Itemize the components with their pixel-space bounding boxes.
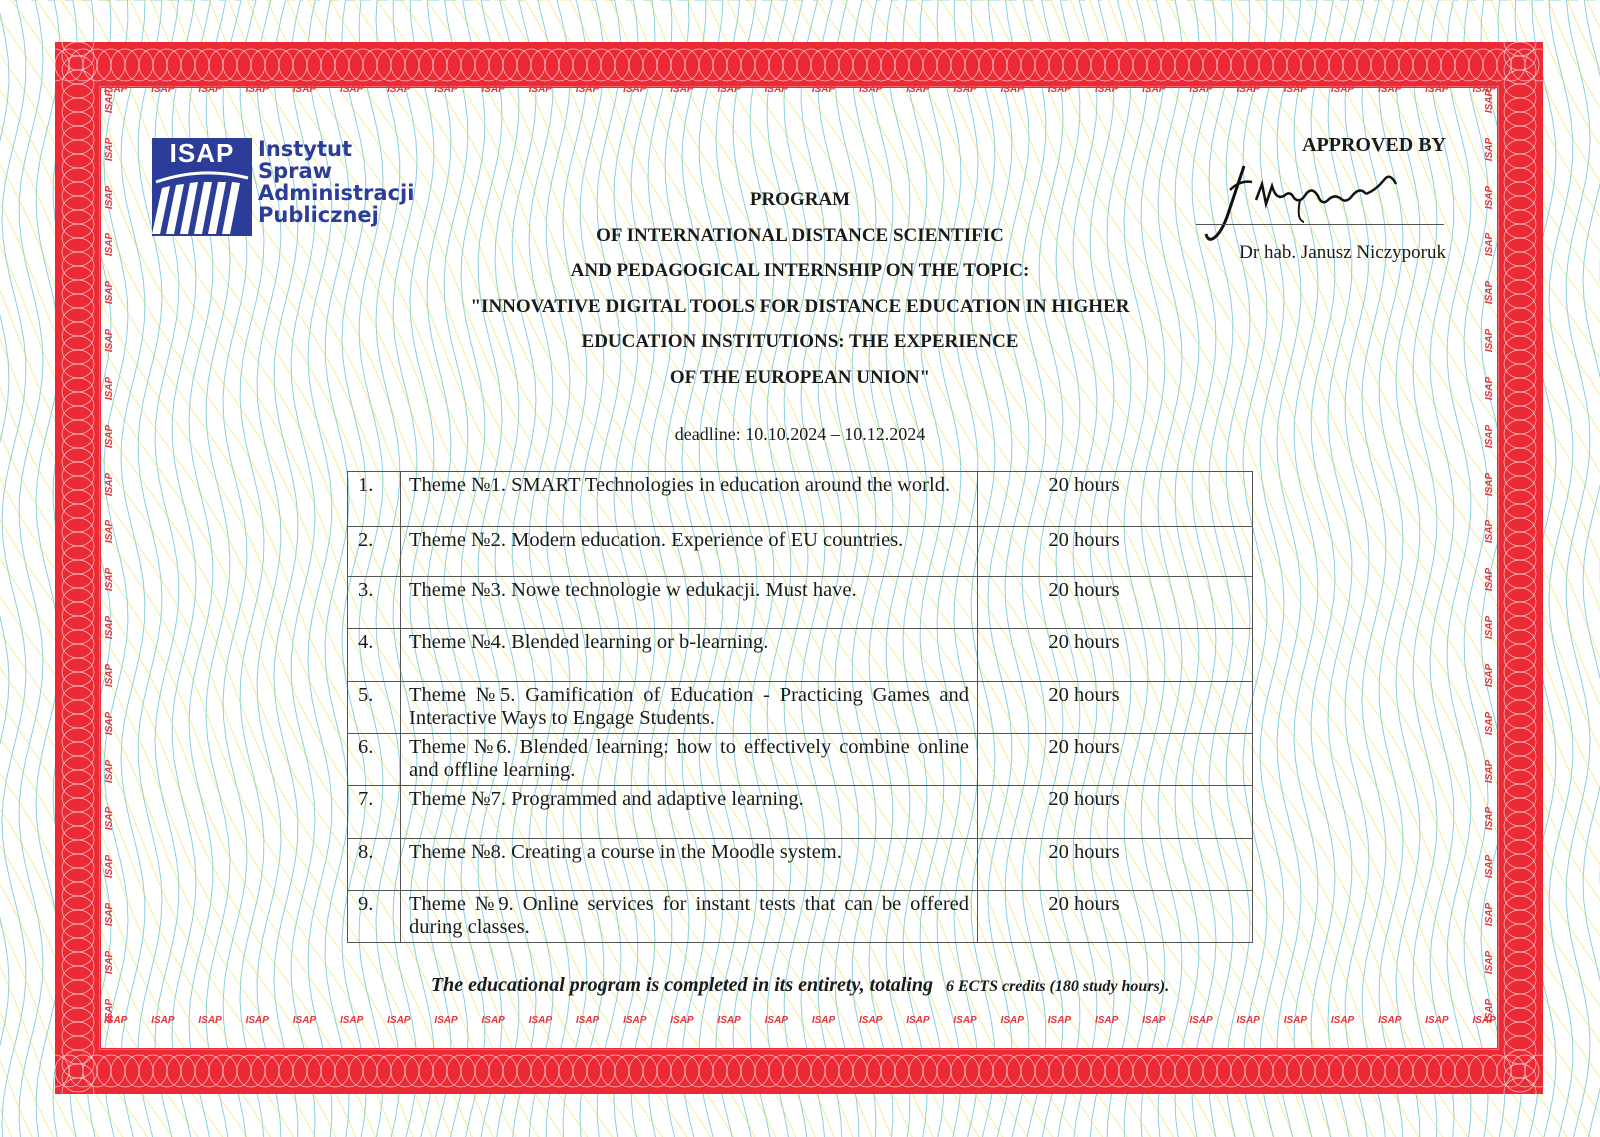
watermark-isap: ISAP [575, 84, 600, 95]
title-line: "INNOVATIVE DIGITAL TOOLS FOR DISTANCE EDUCATION IN HIGHER [470, 295, 1130, 317]
table-row [348, 577, 1253, 629]
row-hours: 20 hours [978, 682, 1253, 734]
watermark-isap: ISAP [1236, 84, 1260, 95]
watermark-isap: ISAP [1484, 615, 1496, 640]
program-table [347, 471, 1253, 943]
watermark-isap: ISAP [1484, 233, 1496, 257]
watermark-isap: ISAP [528, 84, 553, 95]
watermark-isap: ISAP [717, 84, 741, 95]
watermark-isap: ISAP [104, 84, 128, 95]
logo-name-line: Instytut [258, 137, 353, 161]
row-theme: Theme №9. Online services for instant tests that can be offered during classes. [401, 891, 978, 943]
watermark-isap: ISAP [1047, 1015, 1072, 1026]
watermark-isap: ISAP [1484, 376, 1496, 401]
row-number: 5. [348, 682, 401, 734]
watermark-isap: ISAP [104, 807, 116, 831]
watermark-isap: ISAP [1484, 185, 1496, 209]
row-theme: Theme №1. SMART Technologies in education around the world. [401, 472, 978, 527]
logo-name-line: Publicznej [258, 203, 379, 227]
watermark-isap: ISAP [481, 84, 505, 95]
watermark-isap: ISAP [764, 1015, 788, 1026]
watermark-isap: ISAP [1472, 1015, 1496, 1026]
watermark-isap: ISAP [1189, 1015, 1213, 1026]
row-hours: 20 hours [978, 577, 1253, 629]
watermark-isap: ISAP [151, 1015, 175, 1026]
watermark-isap: ISAP [811, 84, 836, 95]
signer-name: Dr hab. Janusz Niczyporuk [1239, 242, 1446, 263]
logo-abbreviation: ISAP [169, 138, 235, 168]
title-line: PROGRAM [749, 189, 851, 210]
row-number: 1. [348, 472, 401, 527]
watermark-isap: ISAP [1330, 1015, 1355, 1026]
watermark-isap: ISAP [339, 84, 364, 95]
watermark-isap: ISAP [104, 663, 116, 688]
watermark-isap: ISAP [1484, 89, 1496, 114]
watermark-isap: ISAP [198, 84, 222, 95]
watermark-isap: ISAP [104, 1015, 128, 1026]
watermark-isap: ISAP [104, 855, 116, 879]
watermark-isap: ISAP [1484, 472, 1496, 496]
watermark-isap: ISAP [104, 472, 116, 496]
title-line: OF THE EUROPEAN UNION" [669, 366, 931, 388]
title-line: EDUCATION INSTITUTIONS: THE EXPERIENCE [581, 331, 1019, 353]
row-hours: 20 hours [978, 734, 1253, 786]
watermark-isap: ISAP [1484, 520, 1496, 544]
watermark-isap: ISAP [953, 84, 977, 95]
row-number: 9. [348, 891, 401, 943]
row-number: 2. [348, 527, 401, 577]
watermark-isap: ISAP [1484, 759, 1496, 783]
row-hours: 20 hours [978, 527, 1253, 577]
watermark-isap: ISAP [434, 1015, 458, 1026]
logo-name-line: Spraw [258, 159, 333, 183]
row-number: 7. [348, 786, 401, 839]
watermark-isap: ISAP [953, 1015, 977, 1026]
watermark-isap: ISAP [1283, 1015, 1308, 1026]
watermark-isap: ISAP [434, 84, 458, 95]
watermark-isap: ISAP [1484, 137, 1496, 161]
row-theme: Theme №3. Nowe technologie w edukacji. Must have. [401, 577, 978, 629]
watermark-isap: ISAP [1425, 84, 1449, 95]
watermark-isap: ISAP [387, 1015, 411, 1026]
watermark-isap: ISAP [1484, 663, 1496, 688]
watermark-isap: ISAP [1484, 424, 1496, 448]
watermark-isap: ISAP [245, 1015, 269, 1026]
watermark-isap: ISAP [1484, 902, 1496, 927]
watermark-isap: ISAP [1189, 84, 1213, 95]
watermark-isap: ISAP [811, 1015, 836, 1026]
row-theme: Theme №5. Gamification of Education - Practicing Games and Interactive Ways to Engage Students. [401, 682, 978, 734]
watermark-isap: ISAP [670, 84, 694, 95]
watermark-isap: ISAP [1142, 1015, 1166, 1026]
deadline-text: deadline: 10.10.2024 – 10.12.2024 [674, 424, 926, 444]
watermark-isap: ISAP [104, 137, 116, 161]
watermark-isap: ISAP [717, 1015, 741, 1026]
watermark-isap: ISAP [198, 1015, 222, 1026]
row-hours: 20 hours [978, 629, 1253, 682]
watermark-isap: ISAP [1378, 1015, 1402, 1026]
watermark-isap: ISAP [906, 1015, 930, 1026]
table-row [348, 527, 1253, 577]
approved-by-heading: APPROVED BY [1302, 134, 1446, 156]
watermark-isap: ISAP [1484, 807, 1496, 831]
watermark-isap: ISAP [1484, 998, 1496, 1022]
watermark-isap: ISAP [104, 520, 116, 544]
watermark-isap: ISAP [859, 1015, 883, 1026]
watermark-isap: ISAP [1000, 1015, 1024, 1026]
row-theme: Theme №8. Creating a course in the Moodle system. [401, 839, 978, 891]
watermark-isap: ISAP [104, 711, 116, 735]
row-theme: Theme №4. Blended learning or b-learning. [401, 629, 978, 682]
watermark-isap: ISAP [104, 950, 116, 975]
watermark-isap: ISAP [104, 568, 116, 592]
watermark-isap: ISAP [764, 84, 788, 95]
table-row [348, 734, 1253, 786]
watermark-isap: ISAP [104, 233, 116, 257]
watermark-isap: ISAP [1094, 1015, 1119, 1026]
watermark-isap: ISAP [104, 998, 116, 1022]
title-line: AND PEDAGOGICAL INTERNSHIP ON THE TOPIC: [570, 260, 1030, 282]
watermark-isap: ISAP [104, 376, 116, 401]
watermark-isap: ISAP [1484, 950, 1496, 975]
table-row [348, 891, 1253, 943]
watermark-isap: ISAP [104, 424, 116, 448]
watermark-isap: ISAP [1484, 568, 1496, 592]
row-hours: 20 hours [978, 839, 1253, 891]
row-number: 4. [348, 629, 401, 682]
watermark-isap: ISAP [104, 759, 116, 783]
watermark-isap: ISAP [1378, 84, 1402, 95]
table-row [348, 629, 1253, 682]
watermark-isap: ISAP [1047, 84, 1072, 95]
title-line: OF INTERNATIONAL DISTANCE SCIENTIFIC [596, 224, 1004, 246]
watermark-isap: ISAP [1484, 855, 1496, 879]
watermark-isap: ISAP [339, 1015, 364, 1026]
row-number: 8. [348, 839, 401, 891]
watermark-isap: ISAP [104, 185, 116, 209]
watermark-isap: ISAP [1000, 84, 1024, 95]
watermark-isap: ISAP [1484, 328, 1496, 353]
table-row [348, 472, 1253, 527]
watermark-isap: ISAP [528, 1015, 553, 1026]
table-row [348, 839, 1253, 891]
watermark-isap: ISAP [151, 84, 175, 95]
watermark-isap: ISAP [1142, 84, 1166, 95]
program-summary [340, 974, 1260, 997]
watermark-isap: ISAP [1330, 84, 1355, 95]
watermark-isap: ISAP [1094, 84, 1119, 95]
watermark-isap: ISAP [292, 1015, 317, 1026]
logo-emblem [152, 138, 252, 236]
watermark-isap: ISAP [670, 1015, 694, 1026]
watermark-isap: ISAP [906, 84, 930, 95]
watermark-isap: ISAP [575, 1015, 600, 1026]
logo-name-line: Administracji [258, 181, 415, 205]
summary-text: The educational program is completed in its entirety, totaling [430, 974, 933, 996]
program-title [340, 182, 1260, 396]
watermark-isap: ISAP [623, 1015, 647, 1026]
summary-credits: 6 ECTS credits (180 study hours). [945, 978, 1170, 995]
row-theme: Theme №2. Modern education. Experience of EU countries. [401, 527, 978, 577]
table-row [348, 786, 1253, 839]
watermark-isap: ISAP [104, 615, 116, 640]
row-number: 3. [348, 577, 401, 629]
watermark-isap: ISAP [104, 328, 116, 353]
watermark-isap: ISAP [1425, 1015, 1449, 1026]
watermark-isap: ISAP [623, 84, 647, 95]
row-hours: 20 hours [978, 786, 1253, 839]
table-row [348, 682, 1253, 734]
watermark-isap: ISAP [292, 84, 317, 95]
watermark-isap: ISAP [387, 84, 411, 95]
watermark-isap: ISAP [104, 281, 116, 305]
watermark-isap: ISAP [1472, 84, 1496, 95]
row-hours: 20 hours [978, 891, 1253, 943]
building-columns-icon [152, 168, 252, 236]
row-theme: Theme №7. Programmed and adaptive learning. [401, 786, 978, 839]
watermark-isap: ISAP [1484, 711, 1496, 735]
watermark-isap: ISAP [481, 1015, 505, 1026]
watermark-isap: ISAP [1484, 281, 1496, 305]
watermark-isap: ISAP [104, 902, 116, 927]
watermark-isap: ISAP [1236, 1015, 1260, 1026]
watermark-isap: ISAP [104, 89, 116, 114]
watermark-isap: ISAP [245, 84, 269, 95]
row-hours: 20 hours [978, 472, 1253, 527]
watermark-isap: ISAP [1283, 84, 1308, 95]
row-theme: Theme №6. Blended learning: how to effectively combine online and offline learning. [401, 734, 978, 786]
watermark-isap: ISAP [859, 84, 883, 95]
row-number: 6. [348, 734, 401, 786]
